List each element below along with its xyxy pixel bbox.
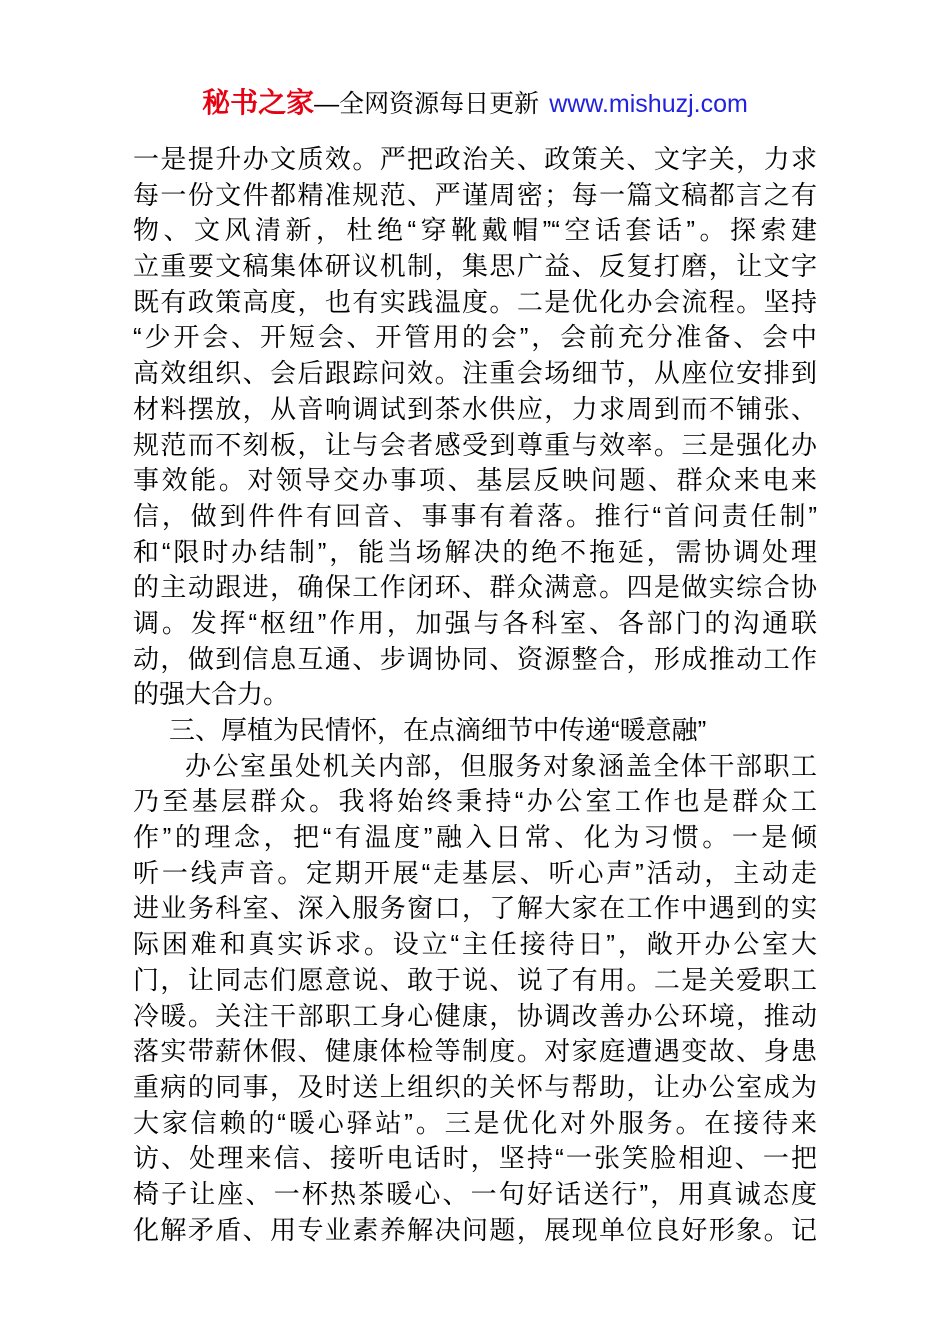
text-line: 大家信赖的“暖心驿站”。三是优化对外服务。在接待来: [133, 1107, 817, 1138]
text-line: 进业务科室、深入服务窗口，了解大家在工作中遇到的实: [133, 893, 817, 924]
text-line: 每一份文件都精准规范、严谨周密；每一篇文稿都言之有: [133, 179, 817, 210]
text-line: 规范而不刻板，让与会者感受到尊重与效率。三是强化办: [133, 429, 817, 460]
text-line: 化解矛盾、用专业素养解决问题，展现单位良好形象。记: [133, 1214, 817, 1245]
text-line: 的强大合力。: [133, 679, 290, 710]
site-tagline: —全网资源每日更新: [314, 90, 540, 118]
text-line: “少开会、开短会、开管用的会”，会前充分准备、会中: [133, 322, 817, 353]
text-line: 高效组织、会后跟踪问效。注重会场细节，从座位安排到: [133, 358, 817, 389]
document-text-block: [133, 142, 817, 1248]
site-url-link[interactable]: www.mishuzj.com: [549, 90, 748, 118]
text-line: 和“限时办结制”，能当场解决的绝不拖延，需协调处理: [133, 536, 817, 567]
text-line: 作”的理念，把“有温度”融入日常、化为习惯。一是倾: [133, 822, 817, 853]
text-line: 乃至基层群众。我将始终秉持“办公室工作也是群众工: [133, 786, 817, 817]
text-line: 冷暖。关注干部职工身心健康，协调改善办公环境，推动: [133, 1000, 817, 1031]
text-line: 访、处理来信、接听电话时，坚持“一张笑脸相迎、一把: [133, 1143, 817, 1174]
text-line: 办公室虽处机关内部，但服务对象涵盖全体干部职工: [185, 750, 817, 781]
text-line: 际困难和真实诉求。设立“主任接待日”，敞开办公室大: [133, 929, 817, 960]
text-line: 椅子让座、一杯热茶暖心、一句好话送行”，用真诚态度: [133, 1178, 817, 1209]
text-line: 动，做到信息互通、步调协同、资源整合，形成推动工作: [133, 643, 817, 674]
text-line: 物、文风清新，杜绝“穿靴戴帽”“空话套话”。探索建: [133, 215, 817, 246]
text-line: 一是提升办文质效。严把政治关、政策关、文字关，力求: [133, 144, 817, 174]
text-line: 立重要文稿集体研议机制，集思广益、反复打磨，让文字: [133, 251, 817, 282]
text-line: 听一线声音。定期开展“走基层、听心声”活动，主动走: [133, 857, 817, 888]
text-line: 重病的同事，及时送上组织的关怀与帮助，让办公室成为: [133, 1071, 817, 1102]
text-line: 既有政策高度，也有实践温度。二是优化办会流程。坚持: [133, 286, 817, 317]
text-line: 落实带薪休假、健康体检等制度。对家庭遭遇变故、身患: [133, 1036, 817, 1067]
text-line: 信，做到件件有回音、事事有着落。推行“首问责任制”: [133, 500, 817, 531]
site-header: [0, 84, 950, 123]
section-heading: 三、厚植为民情怀，在点滴细节中传递“暖意融”: [169, 715, 707, 745]
text-line: 门，让同志们愿意说、敢于说、说了有用。二是关爱职工: [133, 964, 817, 995]
text-line: 的主动跟进，确保工作闭环、群众满意。四是做实综合协: [133, 572, 817, 603]
text-line: 调。发挥“枢纽”作用，加强与各科室、各部门的沟通联: [133, 607, 817, 638]
text-line: 材料摆放，从音响调试到茶水供应，力求周到而不铺张、: [133, 393, 817, 424]
site-brand: 秘书之家: [202, 87, 315, 118]
text-line: 事效能。对领导交办事项、基层反映问题、群众来电来: [133, 465, 817, 496]
